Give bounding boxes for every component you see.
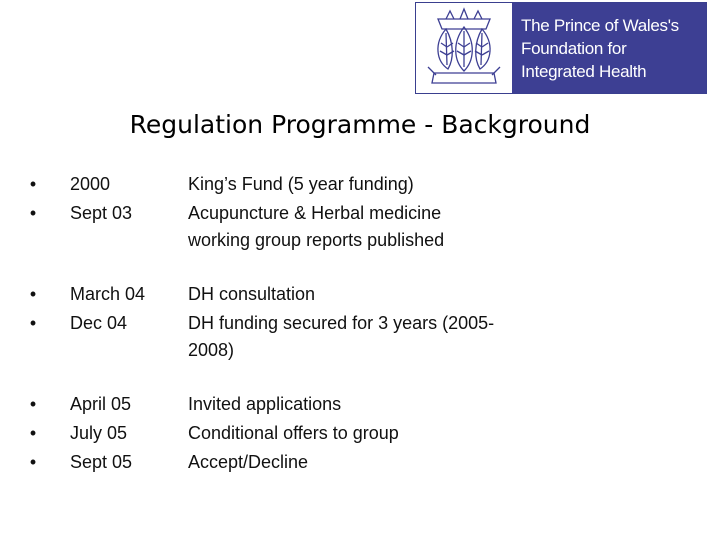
bullet: • (29, 452, 37, 472)
timeline-row (26, 390, 686, 419)
timeline-date: Sept 05 (70, 452, 133, 472)
bullet: • (29, 174, 37, 194)
logo-line-2: Foundation for (521, 38, 627, 58)
bullet: • (29, 284, 37, 304)
timeline-description: Conditional offers to group (188, 423, 399, 443)
bullet: • (29, 394, 37, 414)
timeline-date: Dec 04 (70, 313, 128, 333)
timeline-description: DH consultation (188, 284, 316, 304)
timeline-row (26, 280, 686, 309)
timeline-row (26, 309, 686, 364)
slide-title (0, 110, 720, 139)
timeline-description: King’s Fund (5 year funding) (188, 174, 414, 194)
timeline-date: 2000 (70, 174, 111, 194)
timeline-description: DH funding secured for 3 years (2005-2008) (188, 313, 495, 360)
timeline-date: July 05 (70, 423, 128, 443)
logo-line-1: The Prince of Wales's (521, 15, 679, 35)
timeline-description: Invited applications (188, 394, 342, 414)
bullet: • (29, 203, 37, 223)
timeline-date: Sept 03 (70, 203, 133, 223)
timeline-row (26, 199, 686, 254)
timeline-date: March 04 (70, 284, 146, 304)
timeline-list (26, 170, 686, 503)
timeline-description: Acupuncture & Herbal medicine working group reports published (188, 203, 445, 250)
timeline-group-3 (26, 390, 686, 477)
logo-line-3: Integrated Health (521, 61, 647, 81)
prince-of-wales-feathers-icon (416, 3, 512, 93)
foundation-logo (415, 2, 707, 94)
timeline-description: Accept/Decline (188, 452, 309, 472)
timeline-group-2 (26, 280, 686, 364)
timeline-row (26, 170, 686, 199)
foundation-name (512, 3, 706, 93)
timeline-row (26, 448, 686, 477)
slide-title-text: Regulation Programme - Background (129, 110, 591, 139)
timeline-group-1 (26, 170, 686, 254)
bullet: • (29, 313, 37, 333)
bullet: • (29, 423, 37, 443)
timeline-date: April 05 (70, 394, 132, 414)
timeline-row (26, 419, 686, 448)
